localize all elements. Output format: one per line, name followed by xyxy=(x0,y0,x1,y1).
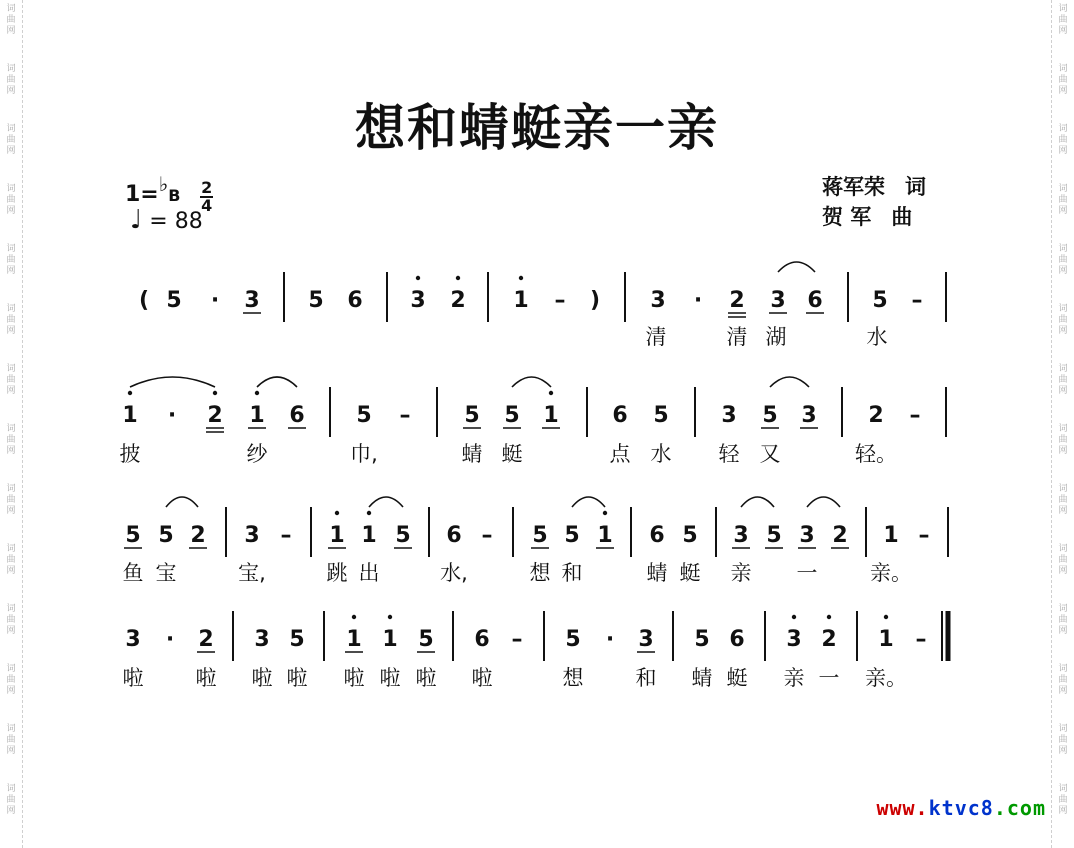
note: 6 xyxy=(347,288,363,313)
watermark-char: 曲 xyxy=(6,255,16,265)
note: · xyxy=(605,627,615,652)
note: 2 xyxy=(821,627,837,652)
note: 1 xyxy=(329,523,345,548)
watermark-char: 词 xyxy=(6,604,16,614)
watermark-char: 曲 xyxy=(1058,315,1068,325)
note: 3 xyxy=(244,288,260,313)
watermark-char: 词 xyxy=(1058,4,1068,14)
lyric: 蜓 xyxy=(501,442,523,466)
watermark-char: 词 xyxy=(1058,244,1068,254)
lyric: 啦 xyxy=(122,666,144,690)
watermark-char: 词 xyxy=(1058,184,1068,194)
note: – xyxy=(399,403,411,428)
note: 3 xyxy=(410,288,426,313)
watermark-char: 曲 xyxy=(1058,15,1068,25)
slur xyxy=(512,377,551,387)
note: 5 xyxy=(464,403,480,428)
watermark-char: 曲 xyxy=(6,15,16,25)
watermark-char: 曲 xyxy=(6,315,16,325)
lyric: 亲 xyxy=(783,666,805,690)
octave-dot xyxy=(884,615,888,619)
note: 3 xyxy=(638,627,654,652)
watermark-char: 词 xyxy=(1058,424,1068,434)
watermark-char: 词 xyxy=(6,424,16,434)
lyric: 水 xyxy=(866,325,888,349)
note: 2 xyxy=(832,523,848,548)
octave-dot xyxy=(792,615,796,619)
note: 1 xyxy=(361,523,377,548)
watermark-char: 网 xyxy=(6,566,16,576)
flat-icon: ♭ xyxy=(158,172,169,196)
note: – xyxy=(280,523,292,548)
watermark-char: 网 xyxy=(1058,206,1068,216)
note: 3 xyxy=(733,523,749,548)
watermark-char: 词 xyxy=(6,184,16,194)
site-name: ktvc8 xyxy=(928,796,994,820)
watermark-char: 网 xyxy=(6,746,16,756)
note: 3 xyxy=(801,403,817,428)
tempo-value: = 88 xyxy=(149,209,203,234)
note: 2 xyxy=(198,627,214,652)
lyric: 清 xyxy=(726,325,748,349)
lyric: 蜓 xyxy=(726,666,748,690)
watermark-char: 曲 xyxy=(6,195,16,205)
slur xyxy=(130,377,215,387)
note: 5 xyxy=(532,523,548,548)
note: 1 xyxy=(513,288,529,313)
note: ( xyxy=(138,288,150,313)
note: 6 xyxy=(446,523,462,548)
lyric: 啦 xyxy=(343,666,365,690)
watermark-char: 网 xyxy=(1058,266,1068,276)
watermark-char: 网 xyxy=(1058,626,1068,636)
note: 3 xyxy=(650,288,666,313)
watermark-char: 词 xyxy=(6,244,16,254)
watermark-char: 曲 xyxy=(6,495,16,505)
watermark-char: 网 xyxy=(1058,686,1068,696)
slur xyxy=(778,262,815,272)
octave-dot xyxy=(367,511,371,515)
note: 1 xyxy=(597,523,613,548)
site-com: .com xyxy=(993,796,1046,820)
lyric: 一 xyxy=(818,666,840,690)
watermark-char: 词 xyxy=(6,544,16,554)
octave-dot xyxy=(335,511,339,515)
note: 6 xyxy=(474,627,490,652)
lyric: 啦 xyxy=(195,666,217,690)
watermark-char: 网 xyxy=(6,326,16,336)
lyric: 想 xyxy=(562,666,584,690)
note: 2 xyxy=(190,523,206,548)
octave-dot xyxy=(549,391,553,395)
lyric: 披 xyxy=(119,442,141,466)
lyric: 跳 xyxy=(326,561,348,585)
watermark-char: 词 xyxy=(6,4,16,14)
octave-dot xyxy=(352,615,356,619)
watermark-char: 曲 xyxy=(6,615,16,625)
note: 3 xyxy=(254,627,270,652)
lyric: 啦 xyxy=(251,666,273,690)
credit-role: 词 xyxy=(905,175,926,199)
watermark-char: 网 xyxy=(6,146,16,156)
note: 5 xyxy=(762,403,778,428)
note: – xyxy=(918,523,930,548)
watermark-char: 曲 xyxy=(1058,615,1068,625)
quarter-note-icon: ♩ xyxy=(130,205,143,235)
watermark-char: 网 xyxy=(1058,566,1068,576)
watermark-char: 曲 xyxy=(1058,375,1068,385)
key-note: B xyxy=(168,186,181,205)
lyric: 轻 xyxy=(718,442,740,466)
watermark-char: 曲 xyxy=(6,435,16,445)
note: 5 xyxy=(125,523,141,548)
watermark-char: 网 xyxy=(1058,806,1068,816)
watermark-char: 网 xyxy=(6,686,16,696)
lyric: 清 xyxy=(645,325,667,349)
note: – xyxy=(511,627,523,652)
lyric: 想 xyxy=(529,561,551,585)
watermark-char: 网 xyxy=(6,386,16,396)
watermark-char: 词 xyxy=(6,364,16,374)
time-signature-top: 2 xyxy=(201,178,213,197)
watermark-char: 词 xyxy=(1058,544,1068,554)
watermark-char: 曲 xyxy=(1058,495,1068,505)
watermark-char: 词 xyxy=(1058,304,1068,314)
note: – xyxy=(915,627,927,652)
watermark-char: 网 xyxy=(6,206,16,216)
lyric: 宝, xyxy=(238,561,266,585)
note: 2 xyxy=(729,288,745,313)
watermark-char: 网 xyxy=(1058,386,1068,396)
watermark-char: 网 xyxy=(1058,326,1068,336)
note: 6 xyxy=(612,403,628,428)
lyric: 啦 xyxy=(286,666,308,690)
watermark-char: 词 xyxy=(1058,364,1068,374)
watermark-char: 词 xyxy=(6,724,16,734)
watermark-char: 曲 xyxy=(1058,255,1068,265)
watermark-char: 网 xyxy=(6,446,16,456)
watermark-char: 曲 xyxy=(1058,135,1068,145)
time-signature-bottom: 4 xyxy=(201,196,213,215)
watermark-char: 网 xyxy=(1058,446,1068,456)
lyric: 水 xyxy=(650,442,672,466)
watermark-char: 曲 xyxy=(6,135,16,145)
watermark-char: 曲 xyxy=(1058,555,1068,565)
octave-dot xyxy=(456,276,460,280)
lyric: 啦 xyxy=(379,666,401,690)
song-title: 想和蜻蜓亲一亲 xyxy=(355,98,719,157)
note: 6 xyxy=(289,403,305,428)
watermark-char: 网 xyxy=(6,506,16,516)
note: 5 xyxy=(565,627,581,652)
lyric: 和 xyxy=(635,666,657,690)
note: 5 xyxy=(166,288,182,313)
note: 5 xyxy=(356,403,372,428)
note: · xyxy=(693,288,703,313)
slur xyxy=(770,377,809,387)
octave-dot xyxy=(388,615,392,619)
watermark-char: 词 xyxy=(6,664,16,674)
credit-name: 贺 军 xyxy=(822,205,872,229)
watermark-char: 曲 xyxy=(6,75,16,85)
note: 2 xyxy=(207,403,223,428)
watermark-char: 曲 xyxy=(6,375,16,385)
credit-name: 蒋军荣 xyxy=(822,175,885,199)
note: ) xyxy=(589,288,601,313)
note: 5 xyxy=(682,523,698,548)
note: 1 xyxy=(883,523,899,548)
note: – xyxy=(554,288,566,313)
note: 3 xyxy=(770,288,786,313)
watermark-char: 词 xyxy=(1058,724,1068,734)
lyric: 轻。 xyxy=(855,442,897,466)
watermark-char: 词 xyxy=(6,784,16,794)
watermark-char: 曲 xyxy=(1058,195,1068,205)
octave-dot xyxy=(128,391,132,395)
lyric: 亲。 xyxy=(870,561,912,585)
lyric: 宝 xyxy=(155,561,177,585)
watermark-char: 网 xyxy=(1058,86,1068,96)
watermark-char: 曲 xyxy=(1058,435,1068,445)
watermark-char: 网 xyxy=(1058,506,1068,516)
note: – xyxy=(909,403,921,428)
watermark-char: 词 xyxy=(1058,604,1068,614)
note: 5 xyxy=(504,403,520,428)
note: 5 xyxy=(564,523,580,548)
note: – xyxy=(481,523,493,548)
note: 5 xyxy=(694,627,710,652)
watermark-char: 网 xyxy=(6,86,16,96)
watermark-char: 词 xyxy=(1058,124,1068,134)
octave-dot xyxy=(255,391,259,395)
lyric: 湖 xyxy=(765,325,787,349)
lyric: 蜻 xyxy=(461,442,483,466)
watermark-char: 词 xyxy=(1058,484,1068,494)
watermark-char: 曲 xyxy=(6,555,16,565)
note: – xyxy=(911,288,923,313)
lyric: 纱 xyxy=(246,442,268,466)
watermark-char: 词 xyxy=(1058,64,1068,74)
watermark-char: 网 xyxy=(1058,26,1068,36)
watermark-char: 曲 xyxy=(1058,675,1068,685)
lyric: 出 xyxy=(358,561,380,585)
lyric: 水, xyxy=(440,561,468,585)
watermark-char: 曲 xyxy=(1058,735,1068,745)
note: 6 xyxy=(649,523,665,548)
octave-dot xyxy=(603,511,607,515)
note: 1 xyxy=(122,403,138,428)
watermark-char: 词 xyxy=(6,304,16,314)
watermark-char: 词 xyxy=(1058,784,1068,794)
note: 5 xyxy=(158,523,174,548)
note: 5 xyxy=(418,627,434,652)
key-prefix: 1= xyxy=(125,182,159,207)
lyric: 一 xyxy=(796,561,818,585)
note: 2 xyxy=(450,288,466,313)
note: 5 xyxy=(395,523,411,548)
note: 1 xyxy=(249,403,265,428)
note: 3 xyxy=(799,523,815,548)
note: 3 xyxy=(721,403,737,428)
note: 5 xyxy=(872,288,888,313)
watermark-char: 网 xyxy=(6,806,16,816)
octave-dot xyxy=(827,615,831,619)
lyric: 亲 xyxy=(730,561,752,585)
watermark-char: 曲 xyxy=(1058,795,1068,805)
note: 6 xyxy=(729,627,745,652)
watermark-char: 词 xyxy=(1058,664,1068,674)
slur xyxy=(257,377,297,387)
watermark-char: 词 xyxy=(6,124,16,134)
slur xyxy=(807,497,840,507)
lyric: 啦 xyxy=(415,666,437,690)
site-www: www. xyxy=(876,796,929,820)
slur xyxy=(166,497,198,507)
note: 1 xyxy=(382,627,398,652)
site-watermark xyxy=(876,796,1046,820)
watermark-char: 网 xyxy=(6,626,16,636)
lyric: 鱼 xyxy=(122,561,144,585)
note: 6 xyxy=(807,288,823,313)
note: 5 xyxy=(308,288,324,313)
watermark-char: 曲 xyxy=(1058,75,1068,85)
lyric: 蜓 xyxy=(679,561,701,585)
note: 5 xyxy=(289,627,305,652)
note: 2 xyxy=(868,403,884,428)
credit-role: 曲 xyxy=(891,205,913,229)
octave-dot xyxy=(213,391,217,395)
octave-dot xyxy=(416,276,420,280)
octave-dot xyxy=(519,276,523,280)
note: 5 xyxy=(653,403,669,428)
watermark-char: 词 xyxy=(6,484,16,494)
lyric: 蜻 xyxy=(646,561,668,585)
note: 3 xyxy=(244,523,260,548)
lyric: 啦 xyxy=(471,666,493,690)
note: · xyxy=(165,627,175,652)
watermark-char: 曲 xyxy=(6,735,16,745)
watermark-char: 曲 xyxy=(6,675,16,685)
note: 1 xyxy=(543,403,559,428)
slur xyxy=(369,497,403,507)
watermark-char: 词 xyxy=(6,64,16,74)
note: 1 xyxy=(878,627,894,652)
note: 3 xyxy=(786,627,802,652)
watermark-char: 曲 xyxy=(6,795,16,805)
lyric: 亲。 xyxy=(865,666,907,690)
lyric: 和 xyxy=(561,561,583,585)
slur xyxy=(741,497,774,507)
watermark-char: 网 xyxy=(6,26,16,36)
lyric: 又 xyxy=(759,442,781,466)
note: · xyxy=(210,288,220,313)
note: · xyxy=(167,403,177,428)
lyric: 点 xyxy=(609,442,631,466)
note: 3 xyxy=(125,627,141,652)
note: 5 xyxy=(766,523,782,548)
lyric: 巾, xyxy=(350,442,378,466)
slur xyxy=(572,497,605,507)
watermark-char: 网 xyxy=(1058,146,1068,156)
note: 1 xyxy=(346,627,362,652)
watermark-char: 网 xyxy=(1058,746,1068,756)
lyric: 蜻 xyxy=(691,666,713,690)
watermark-char: 网 xyxy=(6,266,16,276)
